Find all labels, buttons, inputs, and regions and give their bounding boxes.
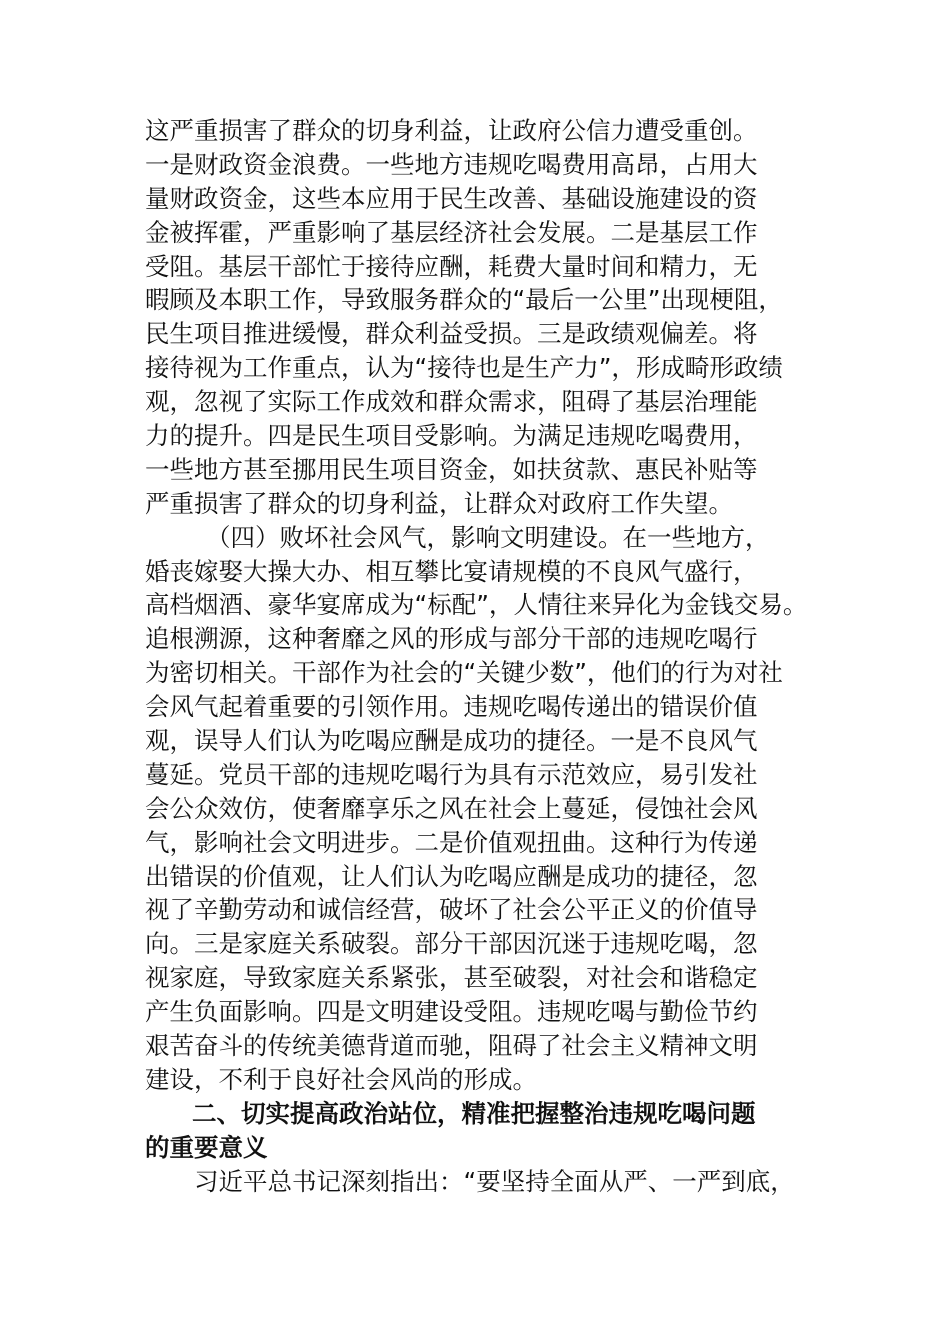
text-line: 观，忽视了实际工作成效和群众需求，阻碍了基层治理能 xyxy=(145,387,758,417)
text-line: 受阻。基层干部忙于接待应酬，耗费大量时间和精力，无 xyxy=(145,251,758,281)
section-heading: 二、切实提高政治站位，精准把握整治违规吃喝问题 xyxy=(192,1098,756,1128)
text-line: 暇顾及本职工作，导致服务群众的“最后一公里”出现梗阻， xyxy=(145,285,783,315)
text-line: 这严重损害了群众的切身利益，让政府公信力遭受重创。 xyxy=(145,116,758,145)
text-line: 产生负面影响。四是文明建设受阻。违规吃喝与勤俭节约 xyxy=(145,997,758,1027)
document-body xyxy=(145,114,835,1199)
text-line: 出错误的价值观，让人们认为吃喝应酬是成功的捷径，忽 xyxy=(145,861,758,891)
text-line: 金被挥霍，严重影响了基层经济社会发展。二是基层工作 xyxy=(145,217,758,247)
section-four-opening: （四）败坏社会风气，影响文明建设。在一些地方， xyxy=(206,522,770,552)
text-line: 力的提升。四是民生项目受影响。为满足违规吃喝费用， xyxy=(145,421,758,451)
text-line: 会风气起着重要的引领作用。违规吃喝传递出的错误价值 xyxy=(145,692,758,722)
text-line: 视家庭，导致家庭关系紧张，甚至破裂，对社会和谐稳定 xyxy=(145,963,758,993)
text-line: 视了辛勤劳动和诚信经营，破坏了社会公平正义的价值导 xyxy=(145,895,758,925)
section-heading-continued: 的重要意义 xyxy=(145,1132,268,1162)
text-line: 接待视为工作重点，认为“接待也是生产力”，形成畸形政绩 xyxy=(145,353,783,383)
text-line: 量财政资金，这些本应用于民生改善、基础设施建设的资 xyxy=(145,183,758,213)
text-line: 追根溯源，这种奢靡之风的形成与部分干部的违规吃喝行 xyxy=(145,624,758,654)
text-line: 会公众效仿，使奢靡享乐之风在社会上蔓延，侵蚀社会风 xyxy=(145,793,758,823)
text-line: 一些地方甚至挪用民生项目资金，如扶贫款、惠民补贴等 xyxy=(145,454,758,484)
text-line: 蔓延。党员干部的违规吃喝行为具有示范效应，易引发社 xyxy=(145,759,758,789)
text-line: 为密切相关。干部作为社会的“关键少数”，他们的行为对社 xyxy=(145,658,783,688)
text-line: 气，影响社会文明进步。二是价值观扭曲。这种行为传递 xyxy=(145,827,758,857)
text-line: 艰苦奋斗的传统美德背道而驰，阻碍了社会主义精神文明 xyxy=(145,1031,758,1061)
text-line: 一是财政资金浪费。一些地方违规吃喝费用高昂，占用大 xyxy=(145,149,758,179)
text-line: 观，误导人们认为吃喝应酬是成功的捷径。一是不良风气 xyxy=(145,726,758,756)
quote-opening-line: 习近平总书记深刻指出：“要坚持全面从严、一严到底， xyxy=(194,1166,795,1196)
text-line: 高档烟酒、豪华宴席成为“标配”，人情往来异化为金钱交易。 xyxy=(145,590,808,620)
text-line: 向。三是家庭关系破裂。部分干部因沉迷于违规吃喝，忽 xyxy=(145,929,758,959)
text-line: 婚丧嫁娶大操大办、相互攀比宴请规模的不良风气盛行， xyxy=(145,556,758,586)
text-line: 建设，不利于良好社会风尚的形成。 xyxy=(145,1064,537,1094)
text-line: 严重损害了群众的切身利益，让群众对政府工作失望。 xyxy=(145,488,733,518)
text-line: 民生项目推进缓慢，群众利益受损。三是政绩观偏差。将 xyxy=(145,319,758,349)
